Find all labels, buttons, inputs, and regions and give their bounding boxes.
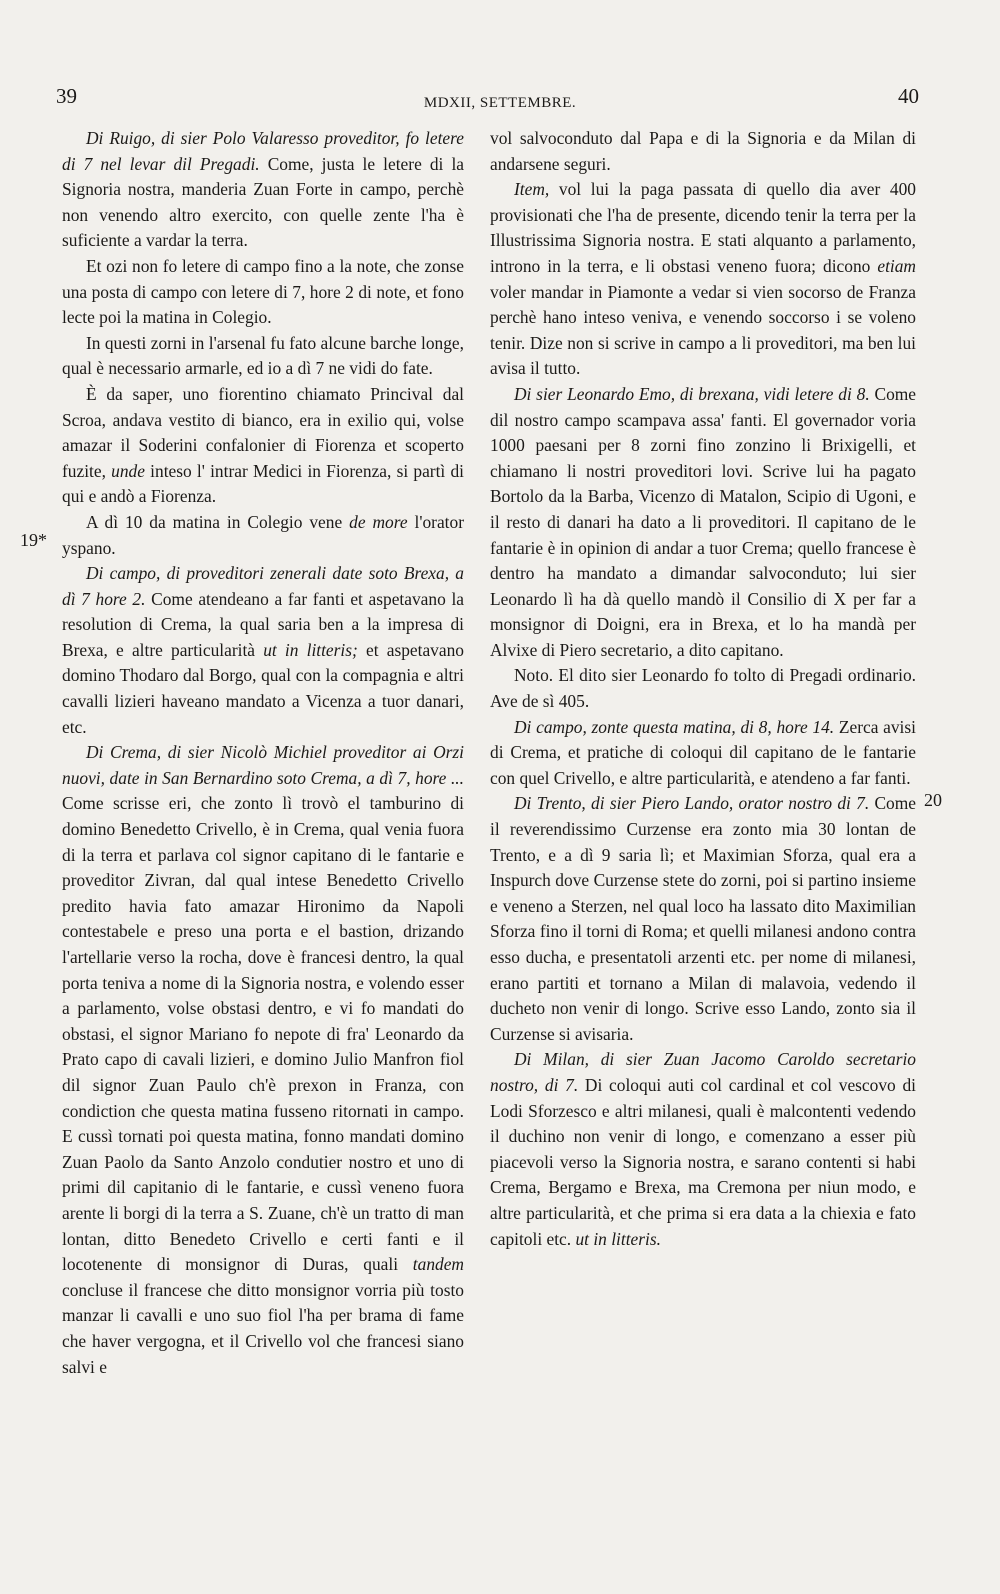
- paragraph: In questi zorni in l'arsenal fu fato alcune barche longe, qual è necessario armarle, ed io a dì 7 ne vidi do fate.: [62, 332, 464, 379]
- left-column: [62, 126, 464, 1380]
- page-number-left: 39: [56, 84, 77, 108]
- paragraph: [490, 1047, 916, 1252]
- italic-term: ut in litteris.: [575, 1228, 661, 1249]
- paragraph: [62, 740, 464, 1380]
- italic-heading: Item,: [514, 179, 550, 200]
- paragraph: Et ozi non fo letere di campo fino a la note, che zonse una posta di campo con letere di 7, hore 2 di note, et fono lecte poi la matina in Colegio.: [62, 255, 464, 328]
- right-column: [490, 126, 916, 1252]
- italic-heading: Di campo, di proveditori zenerali date soto Brexa, a dì 7 hore 2.: [62, 563, 464, 609]
- italic-heading: Di sier Leonardo Emo, di brexana, vidi letere di 8.: [514, 383, 870, 404]
- paragraph-text: inteso l' intrar Medici in Fiorenza, si partì di qui e andò a Fiorenza.: [62, 460, 464, 507]
- paragraph-text: È da saper, uno fiorentino chiamato Princival dal Scroa, andava vestito di bianco, era in exilio qui, volse amazar il Soderini confalonier di Fiorenza et scoperto fuzite,: [62, 383, 464, 481]
- paragraph-text: Come, justa le letere di la Signoria nostra, manderia Zuan Forte in campo, perchè non venendo altro exercito, con quelle zente l'ha è suficiente a vardar la terra.: [62, 153, 464, 251]
- paragraph-text: et aspetavano domino Thodaro dal Borgo, qual con la compagnia e altri cavalli lizieri haveano mandato a Vicenza a tuor danari, etc.: [62, 639, 464, 737]
- paragraph-text: vol lui la paga passata di quello dia aver 400 provisionati che l'ha de presente, dicendo tenir la terra per la Illustrissima Signoria nostra. E stati alquanto a parlamento, introno in la terra, e li obstasi veneno fuora; dicono: [490, 179, 916, 276]
- paragraph-text: Come il reverendissimo Curzense era zonto mia 30 lontan de Trento, e a dì 9 saria lì; et Maximian Sforza, qual era a Inspurch dove Curzense stete do zorni, poi si partino insieme e veneno a Sterzen, nel qual loco ha lassato dito Maximilian Sforza fino il torni di Roma; et quelli milanesi andono contra esso ducha, e presentatoli arzenti etc. per nome di milanesi, erano partiti et tornano a Milan di malavoia, vedendo il ducheto non venir di longo. Scrive esso Lando, zonto sia il Curzense si avisaria.: [490, 793, 916, 1044]
- paragraph-text: Come dil nostro campo scampava assa' fanti. El governador voria 1000 paesani per 8 zorni fino zonzino li Brixigelli, et chiamano li nostri proveditori lovi. Scrive lui ha pagato Bortolo da la Barba, Vicenzo di Matalon, Scipio di Ugoni, e il resto di danari ha dato a li proveditori. Il capitano de le fantarie è in opinion di andar a tuor Crema; quello francese è dentro ha mandato a dimandar salvoconduto; lui sier Leonardo lì ha dà quello mandò il Consilio di X per far a monsignor di Doigni, era in Brexa, et lo ha mandà per Alvixe di Piero secretario, a dito capitano.: [490, 383, 917, 660]
- paragraph: [62, 510, 464, 561]
- paragraph: [490, 791, 916, 1047]
- paragraph-text: Come atendeano a far fanti et aspetavano la resolution di Crema, la qual saria ben a la impresa di Brexa, e altre particularità: [62, 588, 464, 660]
- paragraph: vol salvoconduto dal Papa e di la Signoria e da Milan di andarsene seguri.: [490, 128, 916, 174]
- paragraph-text: Come scrisse eri, che zonto lì trovò el tamburino di domino Benedetto Crivello, è in Crema, qual venia fuora di la terra et parlava col signor capitano di le fantarie e proveditor Zivran, dal qual intese Benedetto Crivello predito havia fato amazar Hironimo da Napoli contestabele e preso una porta e el bastion, drizando l'artellarie verso la rocha, dove è francesi dentro, la qual porta teniva a nome di la Signoria nostra, e volendo esser a parlamento, volse obstasi dentro, e vi fo mandati do obstasi, el signor Mariano fo nepote di fra' Leonardo da Prato capo di cavali lizieri, e domino Julio Manfron fiol dil signor Zuan Paulo ch'è prexon in Franza, con condiction che questa matina fusseno ritornati in campo. E cussì tornati poi questa matina, fonno mandati domino Zuan Paolo da Santo Anzolo condutier nostro et uno di primi dil capitanio di le fantarie, e cussì veneno fuora arente li borgi di la terra a S. Zuane, ch'è un tratto di man lontan, ditto Benedeto Crivello e certi fanti e il locotenente di monsignor di Duras, quali: [62, 793, 464, 1275]
- paragraph: [62, 126, 464, 254]
- paragraph-text: voler mandar in Piamonte a vedar si vien socorso de Franza perchè hano inteso veniva, e venendo soccorso i se voleno tenir. Dize non si scrive in campo a li proveditori, ma ben lui avisa il tutto.: [490, 281, 916, 379]
- italic-heading: Di Milan, di sier Zuan Jacomo Caroldo secretario nostro, di 7.: [490, 1049, 916, 1095]
- page-number-right: 40: [898, 84, 919, 108]
- paragraph: [490, 177, 916, 382]
- italic-heading: Di Crema, di sier Nicolò Michiel proveditor ai Orzi nuovi, date in San Bernardino soto Crema, a dì 7, hore ...: [62, 742, 464, 788]
- paragraph: [490, 715, 916, 792]
- paragraph-text: l'orator yspano.: [62, 511, 464, 558]
- paragraph: [490, 382, 916, 664]
- paragraph-text: A dì 10 da matina in Colegio vene: [86, 511, 350, 532]
- paragraph: [62, 382, 464, 510]
- italic-heading: Di campo, zonte questa matina, di 8, hore 14.: [514, 716, 835, 737]
- italic-term: de more: [349, 511, 408, 532]
- paragraph-text: Zerca avisi di Crema, et pratiche di coloqui dil capitano de le fantarie con quel Crivello, e altre particularità, e atendeno a far fanti.: [490, 716, 916, 788]
- paragraph-text: Di coloqui auti col cardinal et col vescovo di Lodi Sforzesco e altri milanesi, quali è malcontenti vedendo il duchino non venir di longo, e comenzano a esser più piacevoli verso la Signoria nostra, e sarano contenti si habi Crema, Bergamo e Brexa, ma Cremona per niun modo, e altre particularità, et che prima si era data a la chiexia e fato capitoli etc.: [490, 1074, 916, 1249]
- italic-term: unde: [111, 460, 145, 481]
- running-head: MDXII, SETTEMBRE.: [423, 95, 577, 111]
- paragraph: Noto. El dito sier Leonardo fo tolto di Pregadi ordinario. Ave de sì 405.: [490, 665, 916, 712]
- margin-marker-right: 20: [924, 790, 942, 810]
- margin-marker-left: 19*: [20, 530, 47, 550]
- italic-term: tandem: [412, 1254, 464, 1275]
- italic-term: etiam: [877, 255, 916, 276]
- paragraph: [62, 561, 464, 740]
- italic-heading: Di Ruigo, di sier Polo Valaresso proveditor, fo letere di 7 nel levar dil Pregadi.: [62, 128, 464, 174]
- italic-heading: Di Trento, di sier Piero Lando, orator nostro di 7.: [514, 793, 870, 814]
- italic-term: ut in litteris;: [263, 639, 358, 660]
- paragraph-text: concluse il francese che ditto monsignor vorria più tosto manzar li cavalli e uno suo fiol l'ha per brama di fame che haver vergogna, et il Crivello vol che francesi siano salvi e: [62, 1279, 464, 1377]
